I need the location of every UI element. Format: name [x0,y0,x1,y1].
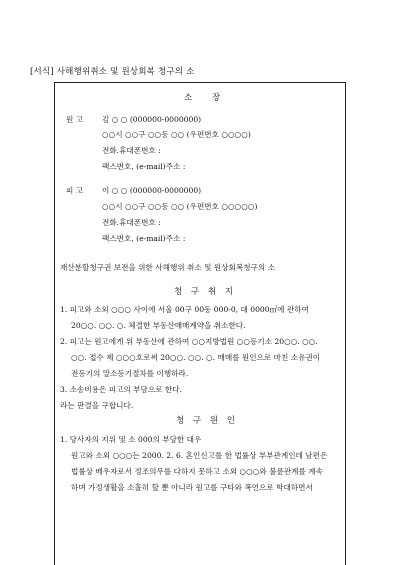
defendant-name: 이 ○ ○ (000000-0000000) [102,186,202,195]
reason-heading: 청 구 원 인 [176,416,238,426]
claim-line: 3. 소송비용은 피고의 부담으로 한다. [60,385,183,394]
reason-line: 법률상 배우자로서 정조의무를 다하지 못하고 소외 ○○○와 불륜관계를 계속 [71,467,323,476]
reason-line: 원고와 소외 ○○○는 2000. 2. 6. 혼인신고를 한 법률상 부부관계인데 남편은 [71,451,328,460]
defendant-fax: 팩스번호, (e-mail)주소 : [102,234,186,243]
plaintiff-fax: 팩스번호, (e-mail)주소 : [102,162,186,171]
form-label: [서식] 사해행위취소 및 원상회복 청구의 소 [30,67,195,77]
defendant-role-label: 피 고 [66,186,84,195]
claim-line: 1. 피고와 소외 ○○○ 사이에 서울 00구 00동 000-0, 대 0000㎡에 관하여 [60,305,309,314]
plaintiff-name: 김 ○ ○ (000000-0000000) [102,115,202,124]
plaintiff-phone: 전화.휴대폰번호 : [102,146,161,155]
claim-line: 20○○. ○○. ○. 체결한 부동산매매계약을 취소한다. [71,321,246,330]
case-title: 재산분할청구권 보전을 위한 사해행위 취소 및 원상회복청구의 소 [60,263,275,272]
reason-list [60,432,327,496]
document-title-char-1: 소 [184,93,193,103]
reason-line: 1. 당사자의 지위 및 소 000의 부당한 대우 [60,435,202,444]
defendant-address: ○○시 ○○구 ○○동 ○○ (우편번호 ○○○○○) [102,202,258,211]
claim-heading: 청 구 취 지 [174,287,236,297]
plaintiff-address: ○○시 ○○구 ○○동 ○○ (우편번호 ○○○○) [102,130,251,139]
claim-line: 전등기의 말소등기절차를 이행하라. [71,369,189,378]
plaintiff-role-label: 원 고 [66,115,84,124]
claim-line: 2. 피고는 원고에게 위 부동산에 관하여 ○○지방법원 ○○등기소 20○○. ○○. [60,337,318,346]
claim-list [60,302,320,414]
document-title-char-2: 장 [212,93,221,103]
claim-line: 라는 판결을 구합니다. [60,401,134,410]
claim-line: ○○. 접수 제 ○○○호로써 20○○. ○○. ○. 매매를 원인으로 마친 소유권이 [71,353,321,362]
reason-line: 하며 가정생활을 소홀히 할 뿐 아니라 원고를 구타와 폭언으로 학대하면서 [71,483,313,492]
defendant-phone: 전화.휴대폰번호 : [102,218,161,227]
